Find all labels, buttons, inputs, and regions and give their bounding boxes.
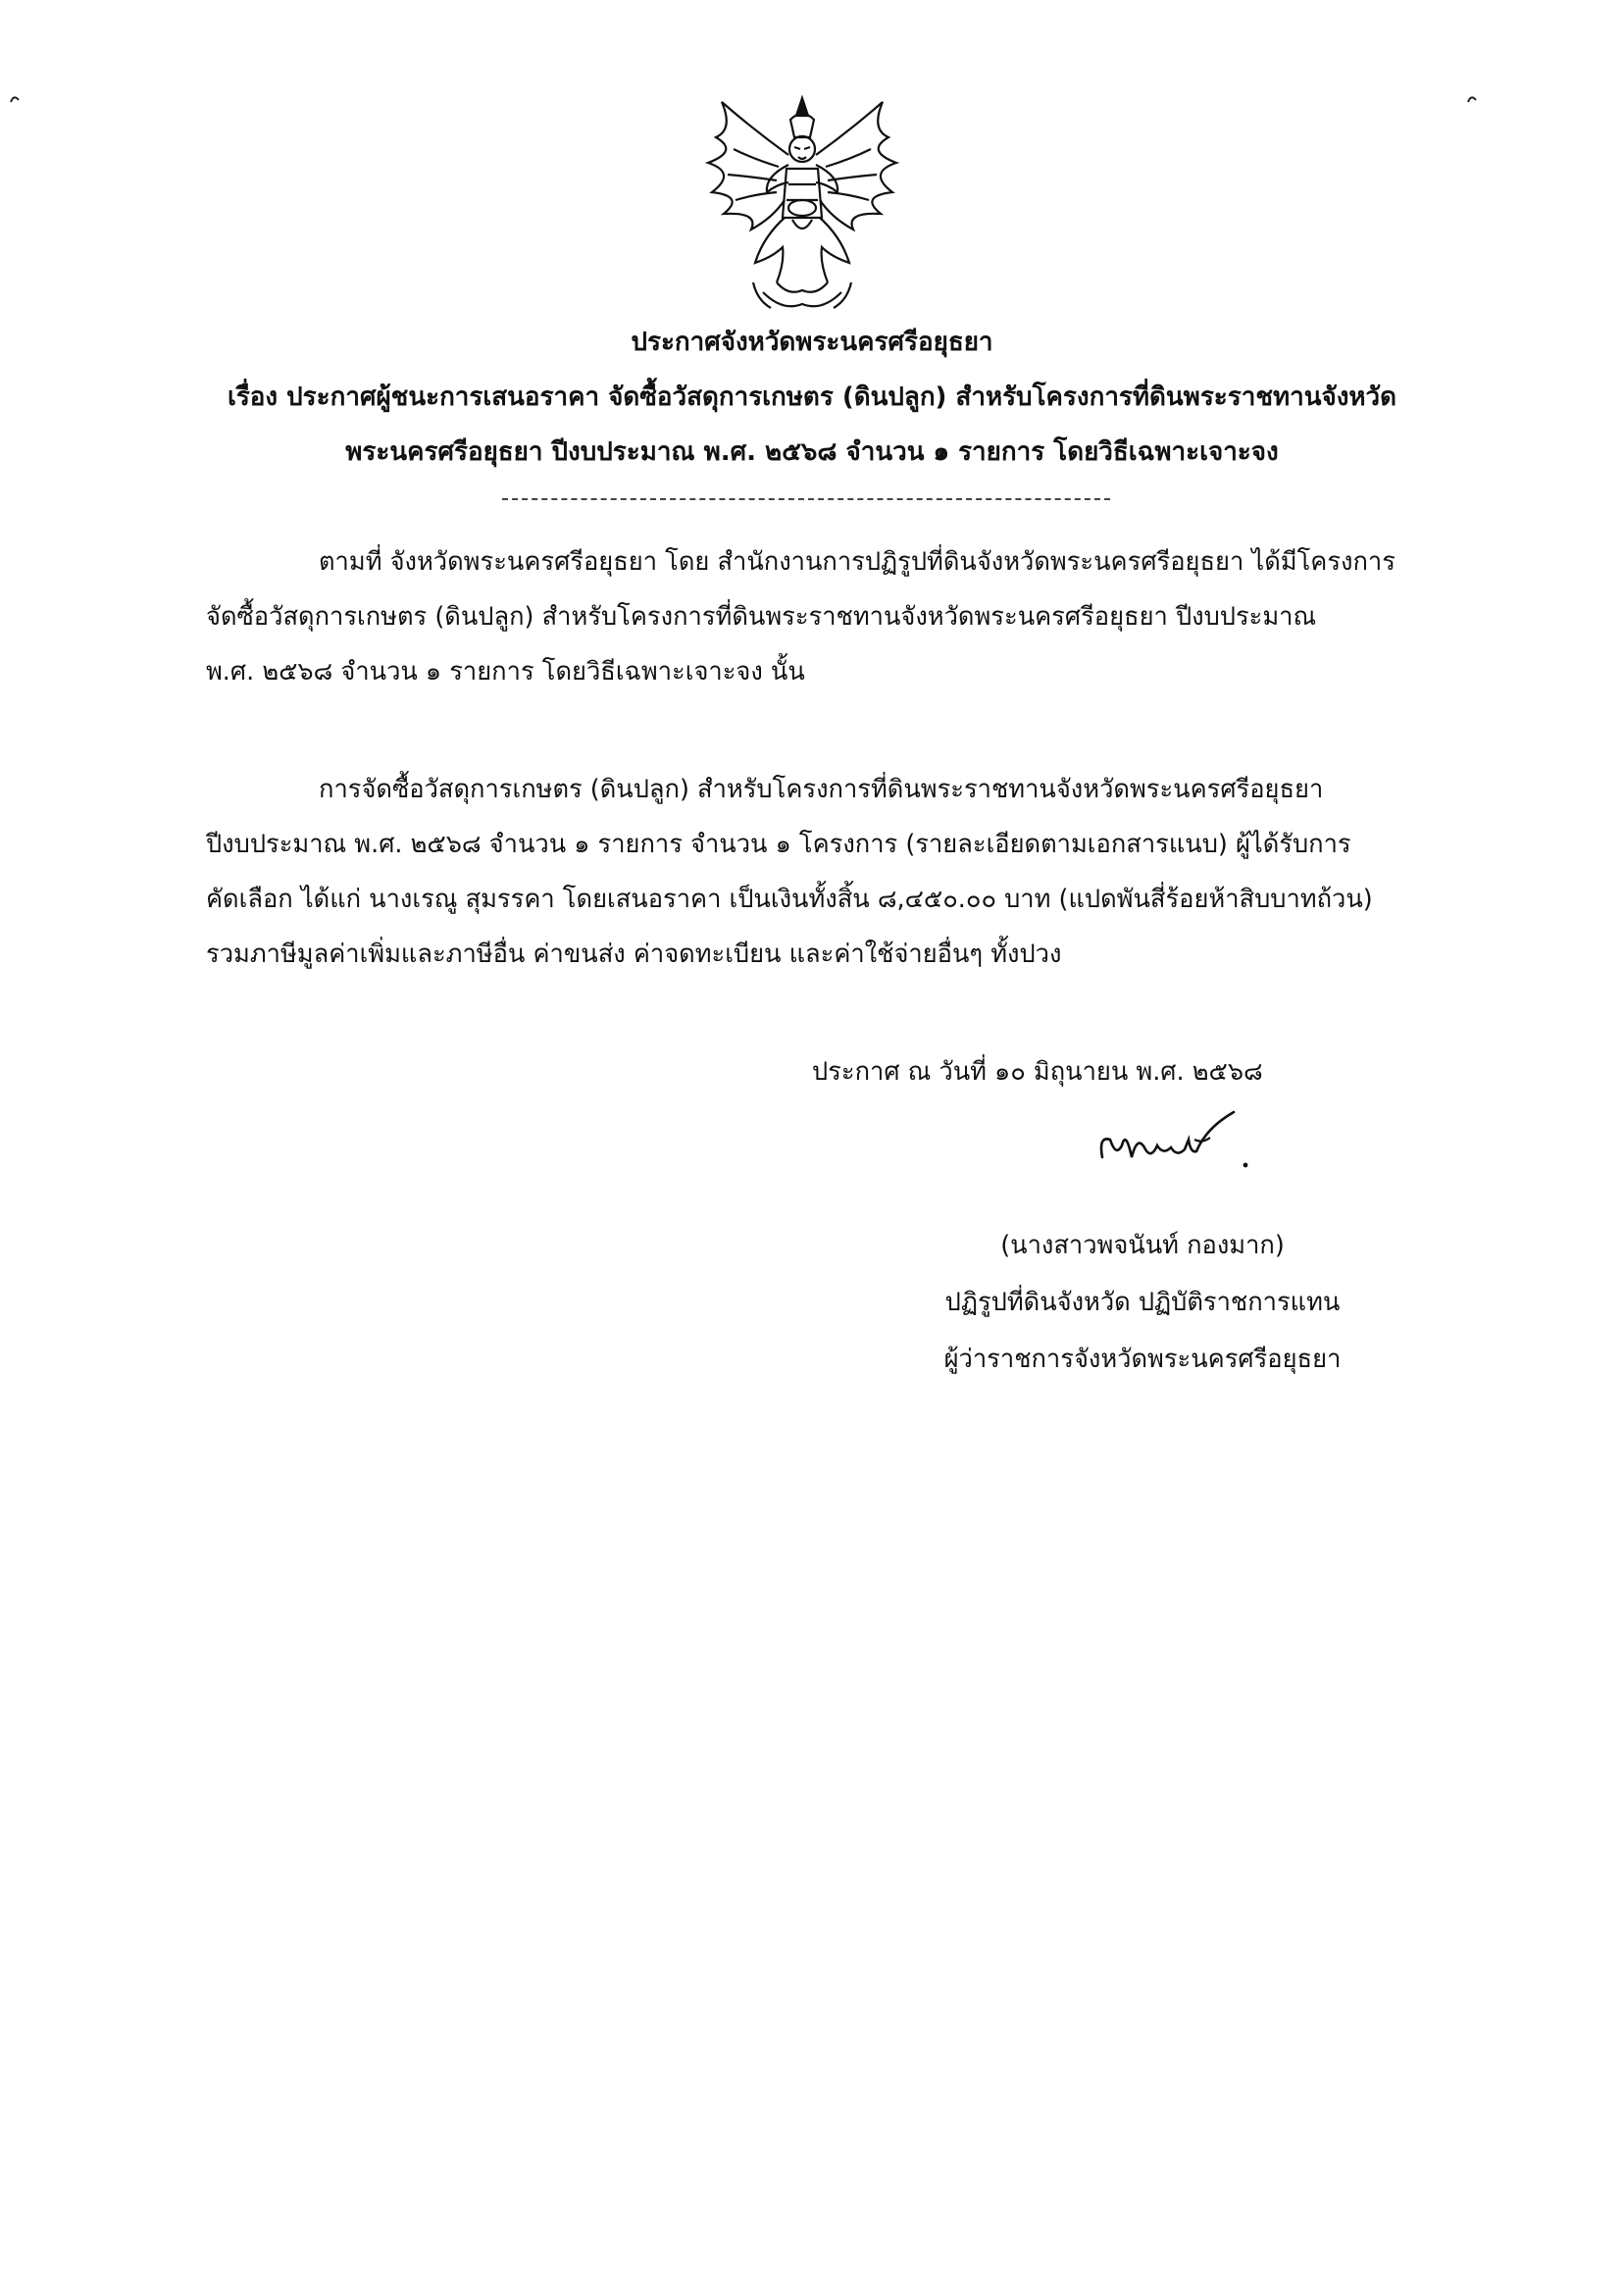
para1-line: ตามที่ จังหวัดพระนครศรีอยุธยา โดย สำนักงานการปฏิรูปที่ดินจังหวัดพระนครศรีอยุธยา ได้มีโครงการ	[319, 547, 1396, 577]
divider	[502, 498, 1110, 500]
subject-line-1: เรื่อง ประกาศผู้ชนะการเสนอราคา จัดซื้อวัสดุการเกษตร (ดินปลูก) สำหรับโครงการที่ดินพระราชทานจังหวัด	[227, 382, 1397, 412]
signer-position: ปฏิรูปที่ดินจังหวัด ปฏิบัติราชการแทน	[944, 1288, 1341, 1317]
announcement-title: ประกาศจังหวัดพระนครศรีอยุธยา	[631, 328, 993, 357]
para1-line: จัดซื้อวัสดุการเกษตร (ดินปลูก) สำหรับโครงการที่ดินพระราชทานจังหวัดพระนครศรีอยุธยา ปีงบประมาณ	[206, 602, 1317, 632]
para2-line: รวมภาษีมูลค่าเพิ่มและภาษีอื่น ค่าขนส่ง ค่าจดทะเบียน และค่าใช้จ่ายอื่นๆ ทั้งปวง	[206, 940, 1062, 969]
announce-date: ประกาศ ณ วันที่ ๑๐ มิถุนายน พ.ศ. ๒๕๖๘	[812, 1057, 1263, 1087]
para2-line: การจัดซื้อวัสดุการเกษตร (ดินปลูก) สำหรับโครงการที่ดินพระราชทานจังหวัดพระนครศรีอยุธยา	[319, 775, 1324, 804]
subject-line-2: พระนครศรีอยุธยา ปีงบประมาณ พ.ศ. ๒๕๖๘ จำนวน ๑ รายการ โดยวิธีเฉพาะเจาะจง	[345, 437, 1279, 467]
para2-line: คัดเลือก ได้แก่ นางเรณู สุมรรคา โดยเสนอราคา เป็นเงินทั้งสิ้น ๘,๔๕๐.๐๐ บาท (แปดพันสี่ร้อยห้าสิบบาทถ้วน)	[206, 885, 1373, 914]
signer-name: (นางสาวพจนันท์ กองมาก)	[1000, 1231, 1285, 1260]
corner-mark-icon	[1465, 90, 1479, 106]
garuda-emblem-icon	[694, 90, 910, 318]
corner-mark-icon	[8, 90, 22, 106]
para1-line: พ.ศ. ๒๕๖๘ จำนวน ๑ รายการ โดยวิธีเฉพาะเจาะจง นั้น	[206, 657, 805, 687]
handwritten-signature-icon	[1089, 1100, 1255, 1187]
signer-position: ผู้ว่าราชการจังหวัดพระนครศรีอยุธยา	[943, 1345, 1342, 1374]
para2-line: ปีงบประมาณ พ.ศ. ๒๕๖๘ จำนวน ๑ รายการ จำนวน ๑ โครงการ (รายละเอียดตามเอกสารแนบ) ผู้ได้รับการ	[206, 830, 1351, 859]
